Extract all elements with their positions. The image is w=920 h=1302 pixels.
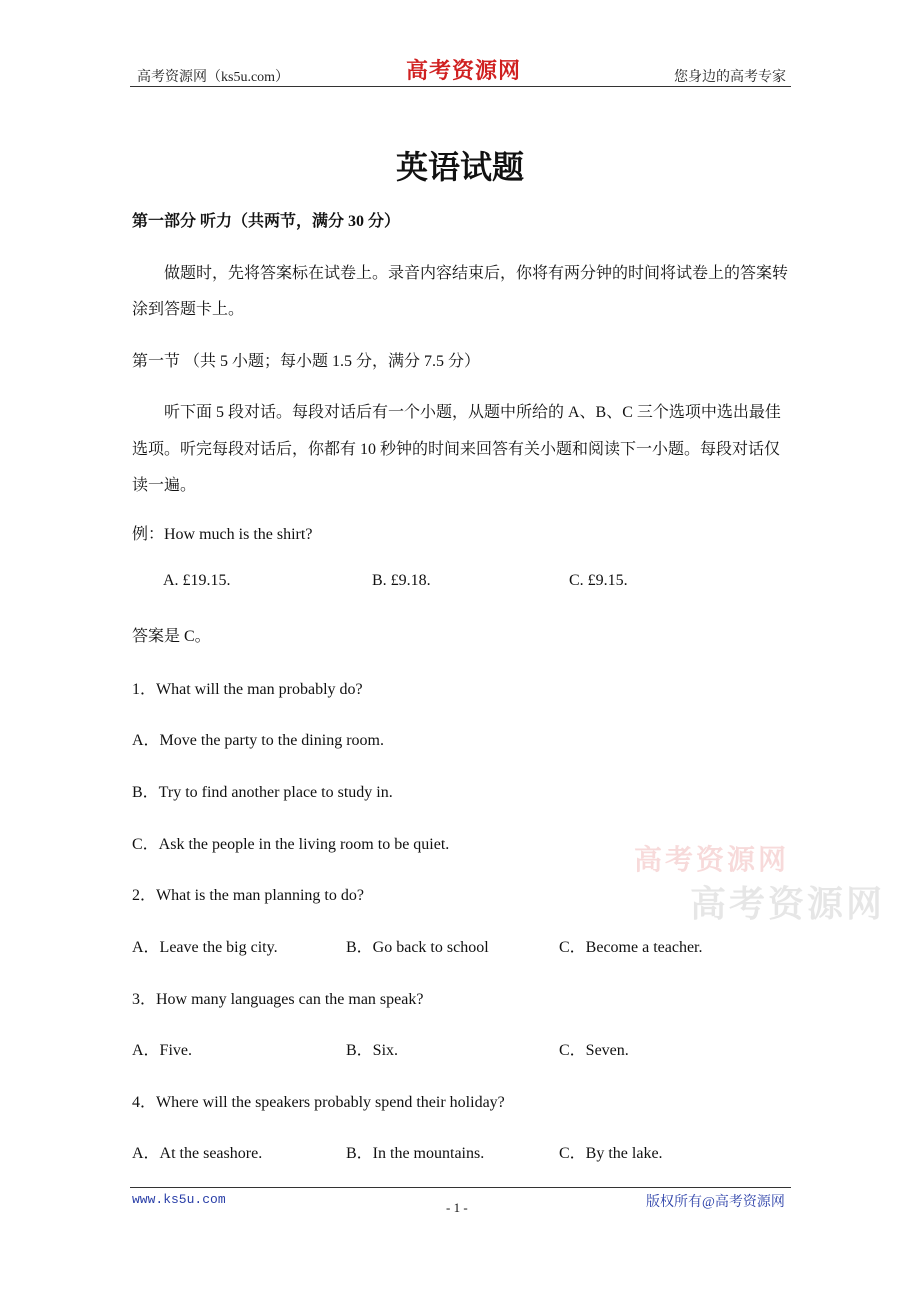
question-4-option-b: B．In the mountains. [346,1145,485,1162]
question-3-option-b: B．Six. [346,1042,399,1059]
question-2-stem: 2．What is the man planning to do? [132,887,364,904]
header-slogan: 您身边的高考专家 [674,70,786,85]
header-rule [130,86,791,87]
question-3-option-a: A．Five. [132,1042,193,1059]
example-question: 例：How much is the shirt? [132,526,313,543]
intro-line-1: 做题时，先将答案标在试卷上。录音内容结束后，你将有两分钟的时间将试卷上的答案转 [164,265,789,282]
question-1-option-b: B．Try to find another place to study in. [132,784,393,801]
question-1-stem: 1．What will the man probably do? [132,681,363,698]
header-site-name: 高考资源网（ks5u.com） [137,70,290,85]
question-1-option-c: C．Ask the people in the living room to be quiet. [132,836,450,853]
watermark-line-1: 高考资源网 [634,843,790,876]
question-4-option-a: A．At the seashore. [132,1145,263,1162]
question-3-stem: 3．How many languages can the man speak? [132,991,424,1008]
question-1-option-a: A．Move the party to the dining room. [132,732,384,749]
example-answer: 答案是 C。 [132,628,211,645]
question-4-option-c: C．By the lake. [559,1145,663,1162]
instructions-line-2: 选项。听完每段对话后，你都有 10 秒钟的时间来回答有关小题和阅读下一小题。每段对话仅 [132,441,781,458]
footer-rule [130,1187,791,1188]
question-2-option-a: A．Leave the big city. [132,939,278,956]
header-logo: 高考资源网 [406,58,522,84]
footer-copyright: 版权所有@高考资源网 [646,1195,785,1210]
example-option-b: B. £9.18. [372,572,431,589]
example-option-a: A. £19.15. [163,572,231,589]
instructions-line-3: 读一遍。 [132,477,197,494]
intro-line-2: 涂到答题卡上。 [132,301,245,318]
question-2-option-b: B．Go back to school [346,939,489,956]
question-2-option-c: C．Become a teacher. [559,939,703,956]
instructions-line-1: 听下面 5 段对话。每段对话后有一个小题，从题中所给的 A、B、C 三个选项中选出最佳 [164,404,781,421]
section1-heading: 第一节 （共 5 小题；每小题 1.5 分，满分 7.5 分） [132,353,481,370]
question-4-stem: 4．Where will the speakers probably spend their holiday? [132,1094,505,1111]
page-title: 英语试题 [395,148,524,186]
footer-website-link[interactable]: www.ks5u.com [132,1192,226,1207]
question-3-option-c: C．Seven. [559,1042,629,1059]
watermark-line-2: 高考资源网 [690,883,886,925]
example-option-c: C. £9.15. [569,572,628,589]
page-number: - 1 - [446,1200,468,1215]
part1-heading: 第一部分 听力（共两节，满分 30 分） [132,213,401,230]
